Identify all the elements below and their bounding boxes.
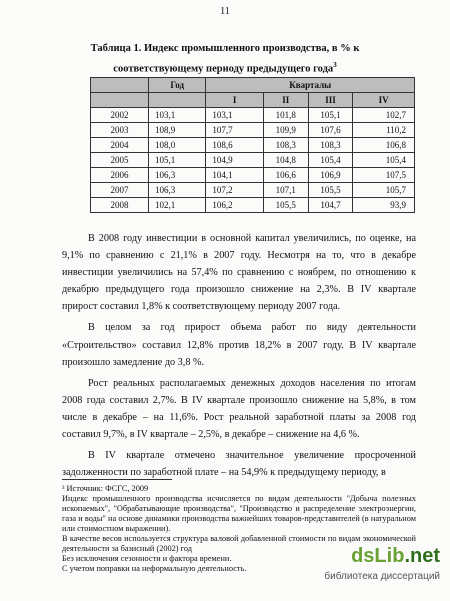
- row-q1: 107,7: [206, 123, 263, 138]
- row-q1: 107,2: [206, 183, 263, 198]
- table-subheader-row: [91, 93, 415, 108]
- dslib-watermark: [300, 545, 440, 593]
- row-q3: 104,7: [308, 198, 353, 213]
- body-text: [62, 230, 416, 485]
- row-q1: 108,6: [206, 138, 263, 153]
- row-year: 2003: [91, 123, 149, 138]
- row-annual: 106,3: [149, 183, 206, 198]
- row-q2: 107,1: [263, 183, 308, 198]
- row-q3: 105,5: [308, 183, 353, 198]
- paragraph: Рост реальных располагаемых денежных доходов населения по итогам 2008 года составил 2,7%. В IV квартале произошло снижение на 5,8%, в том числе в декабре – на 11,6%. Рост реальной заработной платы за 2008 год составил 9,7%, в IV квартале – 2,5%, в декабре – снижение на 4,6 %.: [62, 377, 416, 441]
- row-q2: 101,8: [263, 108, 308, 123]
- row-q2: 105,5: [263, 198, 308, 213]
- header-quarter-3: III: [308, 93, 353, 108]
- table-row: [91, 183, 415, 198]
- row-q2: 106,6: [263, 168, 308, 183]
- row-q2: 108,3: [263, 138, 308, 153]
- row-year: 2008: [91, 198, 149, 213]
- row-q4: 105,4: [353, 153, 415, 168]
- footnote-text: В качестве весов используется структура валовой добавленной стоимости по видам экономической деятельности за базисный (2002) год: [62, 534, 416, 553]
- row-q4: 93,9: [353, 198, 415, 213]
- watermark-logo-main: dsLib: [351, 545, 405, 567]
- watermark-subtitle: библиотека диссертаций: [324, 571, 440, 582]
- table-row: [91, 168, 415, 183]
- paragraph: В IV квартале отмечено значительное увеличение просроченной задолженности по заработной плате – на 54,9% к предыдущему периоду, в: [62, 450, 416, 479]
- subheader-empty: [91, 93, 149, 108]
- row-q1: 104,1: [206, 168, 263, 183]
- row-q4: 105,7: [353, 183, 415, 198]
- row-annual: 108,0: [149, 138, 206, 153]
- row-year: 2006: [91, 168, 149, 183]
- table-title-line2: соответствующему периоду предыдущего года: [113, 63, 334, 75]
- row-q4: 106,8: [353, 138, 415, 153]
- row-year: 2002: [91, 108, 149, 123]
- row-q1: 104,9: [206, 153, 263, 168]
- header-empty: [91, 78, 149, 93]
- page-number: 11: [220, 6, 230, 17]
- industrial-index-table: [90, 77, 415, 213]
- row-q4: 102,7: [353, 108, 415, 123]
- row-q1: 103,1: [206, 108, 263, 123]
- row-q3: 107,6: [308, 123, 353, 138]
- watermark-logo: [351, 545, 440, 568]
- table-title-line1: Таблица 1. Индекс промышленного производства, в % к: [90, 43, 360, 54]
- row-year: 2005: [91, 153, 149, 168]
- footnote-divider: [62, 479, 172, 480]
- row-annual: 103,1: [149, 108, 206, 123]
- header-quarters: Кварталы: [206, 78, 415, 93]
- header-quarter-2: II: [263, 93, 308, 108]
- row-q1: 106,2: [206, 198, 263, 213]
- paragraph: В целом за год прирост объема работ по виду деятельности «Строительство» составил 12,8% против 18,2% в 2007 году. В IV квартале произошло замедление до 3,8 %.: [62, 322, 416, 368]
- paragraph: В 2008 году инвестиции в основной капитал увеличились, по оценке, на 9,1% по сравнению с 21,1% в 2007 году. Несмотря на то, что в декабре инвестиции увеличились на 57,4% по сравнению с ноябрем, по отношению к декабрю предыдущего года произошло снижение на 2,3%. В IV квартале прирост составил 1,8% к соответствующему периоду 2007 года.: [62, 233, 416, 313]
- row-q3: 105,1: [308, 108, 353, 123]
- footnote-text: С учетом поправки на неформальную деятельность.: [62, 564, 247, 573]
- row-annual: 108,9: [149, 123, 206, 138]
- table-row: [91, 138, 415, 153]
- row-annual: 105,1: [149, 153, 206, 168]
- row-q3: 106,9: [308, 168, 353, 183]
- table-title: [0, 40, 450, 78]
- header-year: Год: [149, 78, 206, 93]
- table-row: [91, 108, 415, 123]
- watermark-logo-accent: .net: [404, 545, 440, 567]
- row-q4: 107,5: [353, 168, 415, 183]
- header-quarter-4: IV: [353, 93, 415, 108]
- footnote-text: Без исключения сезонности и фактора времени.: [62, 554, 232, 563]
- subheader-empty: [149, 93, 206, 108]
- table-row: [91, 123, 415, 138]
- footnote-source: ³ Источник: ФСГС, 2009: [62, 484, 149, 493]
- row-q3: 108,3: [308, 138, 353, 153]
- row-year: 2004: [91, 138, 149, 153]
- row-q3: 105,4: [308, 153, 353, 168]
- footnote-ref: 3: [333, 61, 337, 69]
- table-row: [91, 198, 415, 213]
- row-annual: 106,3: [149, 168, 206, 183]
- row-year: 2007: [91, 183, 149, 198]
- table-row: [91, 153, 415, 168]
- row-q2: 109,9: [263, 123, 308, 138]
- footnote-text: Индекс промышленного производства исчисляется по видам деятельности "Добыча полезных ископаемых", "Обрабатывающие производства", "Производство и распределение электроэнергии, газа и воды" на основе динамики производства важнейших товаров-представителей (в натуральном или стоимостном выражении).: [62, 494, 416, 533]
- row-annual: 102,1: [149, 198, 206, 213]
- row-q4: 110,2: [353, 123, 415, 138]
- header-quarter-1: I: [206, 93, 263, 108]
- row-q2: 104,8: [263, 153, 308, 168]
- table-header-row: [91, 78, 415, 93]
